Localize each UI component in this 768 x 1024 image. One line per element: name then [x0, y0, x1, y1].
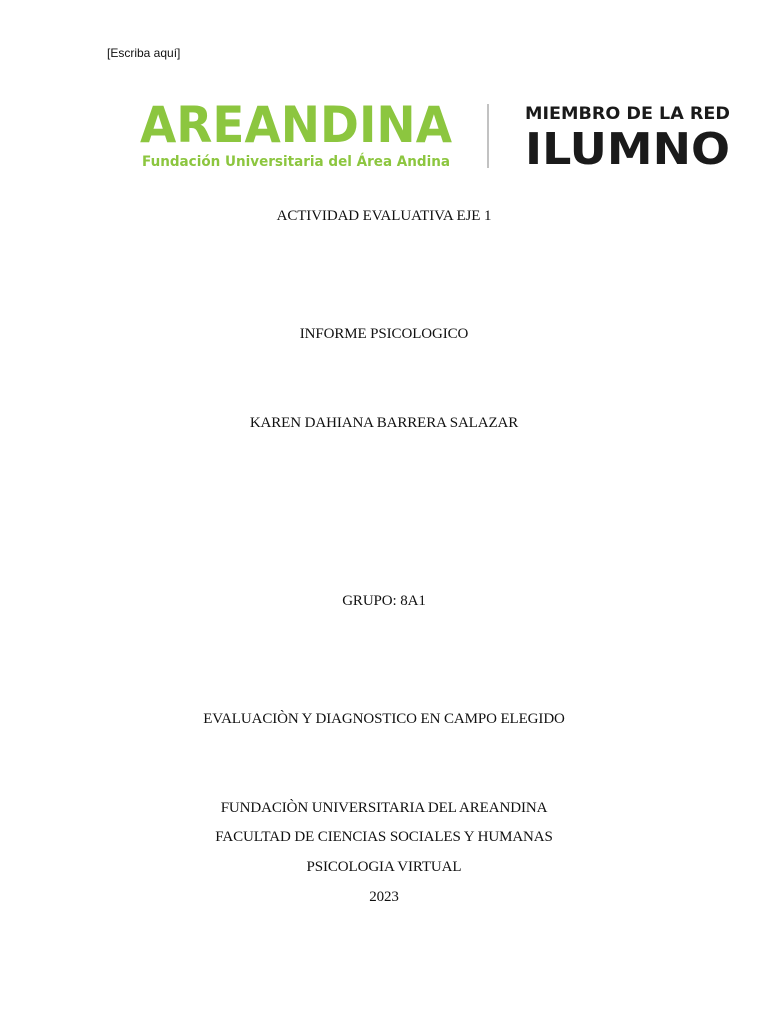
institution-name: FUNDACIÒN UNIVERSITARIA DEL AREANDINA	[220, 800, 548, 816]
program-name: PSICOLOGIA VIRTUAL	[306, 859, 462, 875]
activity-title: ACTIVIDAD EVALUATIVA EJE 1	[276, 208, 492, 224]
ilumno-network-label: MIEMBRO DE LA RED	[525, 104, 730, 124]
areandina-wordmark: AREANDINA	[140, 98, 453, 154]
author-name: KAREN DAHIANA BARRERA SALAZAR	[249, 415, 519, 431]
course-name: EVALUACIÒN Y DIAGNOSTICO EN CAMPO ELEGIDO	[203, 711, 565, 727]
group-label: GRUPO: 8A1	[342, 593, 426, 609]
header-placeholder-text[interactable]: [Escriba aquí]	[107, 46, 181, 60]
institution-logo-band	[140, 98, 740, 172]
ilumno-wordmark: ILUMNO	[525, 124, 730, 172]
report-type: INFORME PSICOLOGICO	[299, 326, 469, 342]
year: 2023	[369, 889, 399, 905]
faculty-name: FACULTAD DE CIENCIAS SOCIALES Y HUMANAS	[215, 829, 553, 845]
areandina-subtitle: Fundación Universitaria del Área Andina	[142, 154, 461, 170]
areandina-ilumno-logo	[140, 98, 740, 172]
